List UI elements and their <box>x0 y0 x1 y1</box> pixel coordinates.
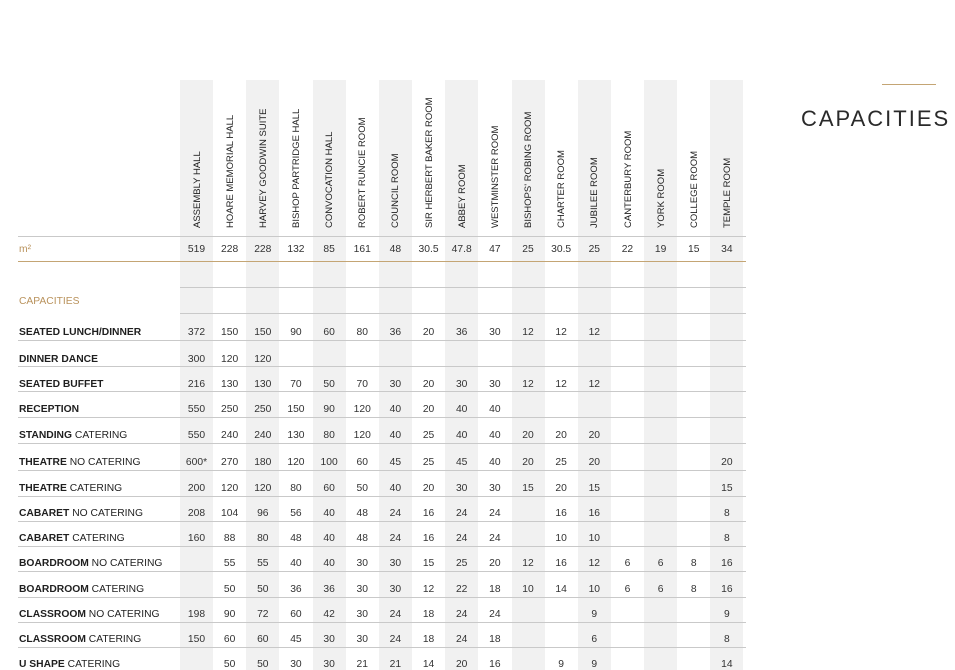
row-divider <box>18 236 746 237</box>
capacity-value: 180 <box>254 457 272 468</box>
capacity-value: 30 <box>389 584 402 595</box>
capacity-value: 12 <box>422 584 435 595</box>
capacity-value: 80 <box>290 483 302 494</box>
capacity-value: 120 <box>221 483 239 494</box>
row-divider <box>18 521 746 522</box>
area-value: 34 <box>721 244 733 255</box>
capacity-value: 20 <box>422 379 435 390</box>
capacity-value: 30 <box>489 327 501 338</box>
capacity-value: 16 <box>721 584 733 595</box>
capacity-value: 25 <box>555 457 567 468</box>
capacity-value: 42 <box>323 609 335 620</box>
capacity-value: 120 <box>287 457 305 468</box>
row-label <box>19 558 162 569</box>
capacity-value: 40 <box>389 430 402 441</box>
capacity-value: 90 <box>290 327 302 338</box>
capacity-value: 250 <box>254 404 272 415</box>
row-label <box>19 379 103 390</box>
row-label-rest: CATERING <box>69 533 125 544</box>
row-divider <box>18 496 746 497</box>
capacity-value: 12 <box>522 327 534 338</box>
capacity-value: 8 <box>690 584 697 595</box>
column-header-label: CANTERBURY ROOM <box>622 130 634 228</box>
capacity-value: 30 <box>389 379 402 390</box>
capacity-value: 8 <box>724 533 730 544</box>
capacity-value: 60 <box>223 634 236 645</box>
area-value: 30.5 <box>551 244 572 255</box>
capacity-value: 20 <box>522 457 534 468</box>
area-value: 228 <box>221 244 239 255</box>
section-label: CAPACITIES <box>19 296 80 307</box>
row-divider <box>18 417 746 418</box>
capacity-value: 48 <box>356 533 368 544</box>
area-value: 25 <box>588 244 601 255</box>
row-label-bold: SEATED LUNCH/DINNER <box>19 327 142 338</box>
row-label-bold: STANDING <box>19 430 73 441</box>
capacity-value: 600* <box>185 457 208 468</box>
capacity-value: 22 <box>455 584 468 595</box>
capacity-value: 50 <box>257 659 269 670</box>
capacity-value: 10 <box>555 533 567 544</box>
capacity-value: 60 <box>290 609 302 620</box>
row-label <box>19 327 141 338</box>
capacity-value: 25 <box>455 558 468 569</box>
capacity-value: 14 <box>555 584 567 595</box>
capacity-value: 12 <box>588 558 601 569</box>
capacity-value: 16 <box>422 508 435 519</box>
capacity-value: 88 <box>223 533 236 544</box>
capacity-value: 55 <box>223 558 236 569</box>
row-divider <box>180 287 746 288</box>
area-value: 30.5 <box>418 244 439 255</box>
capacity-value: 24 <box>389 508 402 519</box>
row-label-bold: RECEPTION <box>19 404 80 415</box>
capacity-value: 45 <box>389 457 402 468</box>
row-divider <box>18 443 746 444</box>
capacity-value: 130 <box>287 430 305 441</box>
capacity-value: 25 <box>422 457 435 468</box>
capacity-value: 36 <box>323 584 335 595</box>
capacity-value: 40 <box>389 404 402 415</box>
capacity-value: 16 <box>588 508 601 519</box>
capacity-value: 130 <box>221 379 239 390</box>
row-label-bold: CABARET <box>19 508 70 519</box>
capacity-value: 20 <box>455 659 468 670</box>
area-value: 25 <box>522 244 534 255</box>
column-header-label: SIR HERBERT BAKER ROOM <box>423 97 435 228</box>
capacity-value: 18 <box>489 634 501 645</box>
capacity-value: 16 <box>721 558 733 569</box>
row-divider <box>18 261 746 262</box>
capacity-value: 18 <box>422 609 435 620</box>
capacity-value: 160 <box>187 533 206 544</box>
capacity-value: 60 <box>323 327 335 338</box>
row-label-rest: CATERING <box>88 584 145 595</box>
capacity-value: 40 <box>455 430 468 441</box>
capacity-value: 10 <box>588 533 601 544</box>
capacity-value: 15 <box>588 483 601 494</box>
capacity-value: 12 <box>588 379 601 390</box>
row-label-rest: CATERING <box>85 634 142 645</box>
capacity-value: 30 <box>489 379 501 390</box>
capacity-value: 10 <box>588 584 601 595</box>
area-value: 228 <box>254 244 272 255</box>
row-divider <box>180 313 746 314</box>
column-header-label: COUNCIL ROOM <box>390 153 402 228</box>
capacity-value: 55 <box>257 558 269 569</box>
capacity-value: 12 <box>522 379 534 390</box>
capacity-value: 372 <box>187 327 206 338</box>
capacity-value: 20 <box>588 457 601 468</box>
capacity-value: 216 <box>187 379 206 390</box>
capacity-value: 20 <box>555 430 567 441</box>
capacity-value: 40 <box>323 533 335 544</box>
row-label-bold: THEATRE <box>19 457 67 468</box>
capacity-value: 16 <box>422 533 435 544</box>
capacity-value: 14 <box>721 659 733 670</box>
capacity-value: 72 <box>257 609 269 620</box>
row-label <box>19 483 122 494</box>
row-divider <box>18 546 746 547</box>
column-header-label: WESTMINSTER ROOM <box>489 125 501 228</box>
row-label-bold: BOARDROOM <box>19 558 89 569</box>
capacity-value: 96 <box>257 508 269 519</box>
capacity-value: 36 <box>290 584 302 595</box>
row-label-rest: CATERING <box>66 483 123 494</box>
capacity-value: 24 <box>489 508 501 519</box>
capacity-value: 40 <box>323 558 335 569</box>
capacity-value: 60 <box>356 457 368 468</box>
capacity-value: 24 <box>455 533 468 544</box>
row-label <box>19 609 160 620</box>
capacity-value: 40 <box>489 404 501 415</box>
capacity-value: 200 <box>187 483 206 494</box>
capacity-value: 20 <box>422 327 435 338</box>
area-value: 22 <box>621 244 634 255</box>
area-value: 85 <box>323 244 335 255</box>
row-divider <box>18 597 746 598</box>
capacity-value: 30 <box>356 634 368 645</box>
row-label <box>19 533 125 544</box>
row-label <box>19 354 98 365</box>
column-header-label: ASSEMBLY HALL <box>191 151 203 228</box>
row-divider <box>18 622 746 623</box>
capacity-value: 30 <box>489 483 501 494</box>
capacity-value: 20 <box>422 483 435 494</box>
capacity-value: 20 <box>588 430 601 441</box>
capacity-value: 18 <box>489 584 501 595</box>
row-divider <box>18 391 746 392</box>
row-label-rest: CATERING <box>72 430 128 441</box>
column-header-label: HARVEY GOODWIN SUITE <box>257 108 269 228</box>
capacity-value: 60 <box>257 634 269 645</box>
capacity-value: 9 <box>724 609 730 620</box>
capacity-value: 48 <box>356 508 368 519</box>
capacity-value: 6 <box>591 634 598 645</box>
capacity-value: 45 <box>290 634 302 645</box>
page-title: CAPACITIES <box>801 106 951 131</box>
capacity-value: 150 <box>221 327 239 338</box>
capacity-value: 15 <box>721 483 733 494</box>
capacity-value: 40 <box>455 404 468 415</box>
capacity-value: 250 <box>221 404 239 415</box>
capacity-value: 21 <box>356 659 368 670</box>
row-label-rest: NO CATERING <box>66 457 141 468</box>
capacity-value: 36 <box>389 327 402 338</box>
capacity-value: 80 <box>323 430 335 441</box>
capacity-value: 20 <box>422 404 435 415</box>
capacity-value: 14 <box>422 659 435 670</box>
row-label <box>19 404 79 415</box>
capacity-value: 9 <box>558 659 564 670</box>
capacity-value: 50 <box>257 584 269 595</box>
capacity-value: 90 <box>323 404 335 415</box>
row-label <box>19 634 141 645</box>
capacity-value: 40 <box>489 457 501 468</box>
row-label-bold: THEATRE <box>19 483 67 494</box>
capacity-value: 6 <box>624 558 631 569</box>
capacity-value: 90 <box>223 609 236 620</box>
capacity-value: 15 <box>522 483 534 494</box>
column-header-label: JUBILEE ROOM <box>589 157 601 228</box>
row-label-bold: BOARDROOM <box>19 584 89 595</box>
capacity-value: 80 <box>356 327 368 338</box>
capacity-value: 50 <box>223 584 236 595</box>
capacity-value: 240 <box>254 430 272 441</box>
row-label <box>19 659 120 670</box>
column-header-label: CONVOCATION HALL <box>324 131 336 228</box>
capacity-value: 30 <box>356 609 368 620</box>
capacity-value: 120 <box>353 430 371 441</box>
area-value: 47.8 <box>451 244 472 255</box>
column-header-label: YORK ROOM <box>655 168 667 228</box>
capacity-value: 40 <box>323 508 335 519</box>
column-header-label: BISHOP PARTRIDGE HALL <box>291 108 303 228</box>
row-label-bold: CLASSROOM <box>19 609 86 620</box>
capacity-value: 48 <box>290 533 302 544</box>
capacity-value: 20 <box>555 483 567 494</box>
capacity-value: 50 <box>323 379 335 390</box>
capacity-value: 104 <box>221 508 239 519</box>
capacity-value: 8 <box>724 634 730 645</box>
area-value: 15 <box>688 244 700 255</box>
title-rule <box>882 84 936 85</box>
row-divider <box>18 470 746 471</box>
capacity-value: 56 <box>290 508 302 519</box>
capacity-value: 25 <box>422 430 435 441</box>
capacity-value: 40 <box>389 483 402 494</box>
row-label-bold: SEATED BUFFET <box>19 379 104 390</box>
capacity-value: 24 <box>455 609 468 620</box>
capacity-value: 300 <box>187 354 206 365</box>
row-label <box>19 508 143 519</box>
capacity-value: 24 <box>389 609 402 620</box>
capacity-value: 50 <box>356 483 368 494</box>
row-divider <box>18 340 746 341</box>
row-label-rest: NO CATERING <box>88 558 163 569</box>
capacity-value: 208 <box>187 508 206 519</box>
capacity-value: 9 <box>591 609 598 620</box>
capacity-value: 120 <box>254 354 272 365</box>
capacity-value: 24 <box>489 533 501 544</box>
capacity-value: 100 <box>320 457 338 468</box>
capacity-value: 60 <box>323 483 335 494</box>
capacity-value: 40 <box>290 558 302 569</box>
capacity-value: 550 <box>187 430 206 441</box>
capacity-value: 16 <box>555 508 567 519</box>
column-header-label: ROBERT RUNCIE ROOM <box>357 117 369 228</box>
capacity-value: 16 <box>555 558 567 569</box>
capacity-value: 70 <box>356 379 368 390</box>
capacity-value: 30 <box>323 634 335 645</box>
column-header-label: HOARE MEMORIAL HALL <box>224 114 236 228</box>
capacity-value: 30 <box>389 558 402 569</box>
row-label-rest: NO CATERING <box>69 508 143 519</box>
column-header-label: ABBEY ROOM <box>456 164 468 228</box>
capacity-value: 120 <box>353 404 371 415</box>
capacity-value: 30 <box>356 558 368 569</box>
row-label <box>19 584 144 595</box>
capacity-value: 12 <box>555 379 567 390</box>
row-label-rest: NO CATERING <box>85 609 160 620</box>
capacity-value: 50 <box>223 659 236 670</box>
row-label <box>19 457 140 468</box>
capacity-value: 150 <box>187 634 206 645</box>
column-header-label: CHARTER ROOM <box>556 150 568 228</box>
capacity-value: 21 <box>389 659 402 670</box>
capacity-value: 36 <box>455 327 468 338</box>
capacity-value: 120 <box>221 354 239 365</box>
area-value: 48 <box>389 244 402 255</box>
area-value: 519 <box>187 244 206 255</box>
capacity-value: 6 <box>657 584 664 595</box>
capacity-value: 6 <box>624 584 631 595</box>
capacity-value: 130 <box>254 379 272 390</box>
capacity-value: 198 <box>187 609 206 620</box>
capacity-value: 30 <box>455 483 468 494</box>
capacity-value: 16 <box>489 659 501 670</box>
capacity-value: 24 <box>389 533 402 544</box>
capacity-value: 18 <box>422 634 435 645</box>
row-label-bold: CLASSROOM <box>19 634 86 645</box>
row-label-bold: U SHAPE <box>19 659 65 670</box>
capacity-value: 15 <box>422 558 435 569</box>
row-label-bold: CABARET <box>19 533 70 544</box>
area-value: 161 <box>353 244 371 255</box>
column-header-label: BISHOPS' ROBING ROOM <box>523 111 535 228</box>
capacity-value: 20 <box>489 558 501 569</box>
capacity-value: 8 <box>690 558 697 569</box>
capacity-value: 30 <box>290 659 302 670</box>
capacity-value: 12 <box>555 327 567 338</box>
column-header-label: TEMPLE ROOM <box>721 157 733 228</box>
capacity-value: 270 <box>221 457 239 468</box>
capacity-value: 45 <box>455 457 468 468</box>
area-value: 47 <box>489 244 501 255</box>
capacity-value: 30 <box>323 659 335 670</box>
capacity-value: 70 <box>290 379 302 390</box>
capacity-value: 120 <box>254 483 272 494</box>
row-divider <box>18 571 746 572</box>
area-value: 132 <box>287 244 305 255</box>
column-header-label: COLLEGE ROOM <box>688 150 700 228</box>
area-value: 19 <box>654 244 667 255</box>
capacity-value: 20 <box>522 430 534 441</box>
capacity-value: 550 <box>187 404 206 415</box>
capacity-value: 9 <box>591 659 598 670</box>
capacity-value: 20 <box>721 457 733 468</box>
capacity-value: 24 <box>489 609 501 620</box>
row-label-bold: DINNER DANCE <box>19 354 98 365</box>
capacity-value: 30 <box>455 379 468 390</box>
capacity-value: 240 <box>221 430 239 441</box>
capacity-value: 24 <box>389 634 402 645</box>
row-divider <box>18 647 746 648</box>
row-divider <box>18 366 746 367</box>
capacity-value: 8 <box>724 508 730 519</box>
capacity-value: 150 <box>287 404 305 415</box>
capacity-value: 80 <box>257 533 269 544</box>
capacity-value: 24 <box>455 508 468 519</box>
capacity-value: 6 <box>657 558 664 569</box>
row-label-rest: CATERING <box>64 659 121 670</box>
capacity-value: 12 <box>588 327 601 338</box>
area-unit-label: m² <box>19 244 32 255</box>
capacity-value: 10 <box>522 584 534 595</box>
row-label <box>19 430 127 441</box>
capacity-value: 40 <box>489 430 501 441</box>
capacity-value: 12 <box>522 558 534 569</box>
capacity-value: 150 <box>254 327 272 338</box>
capacity-value: 24 <box>455 634 468 645</box>
capacity-value: 30 <box>356 584 368 595</box>
